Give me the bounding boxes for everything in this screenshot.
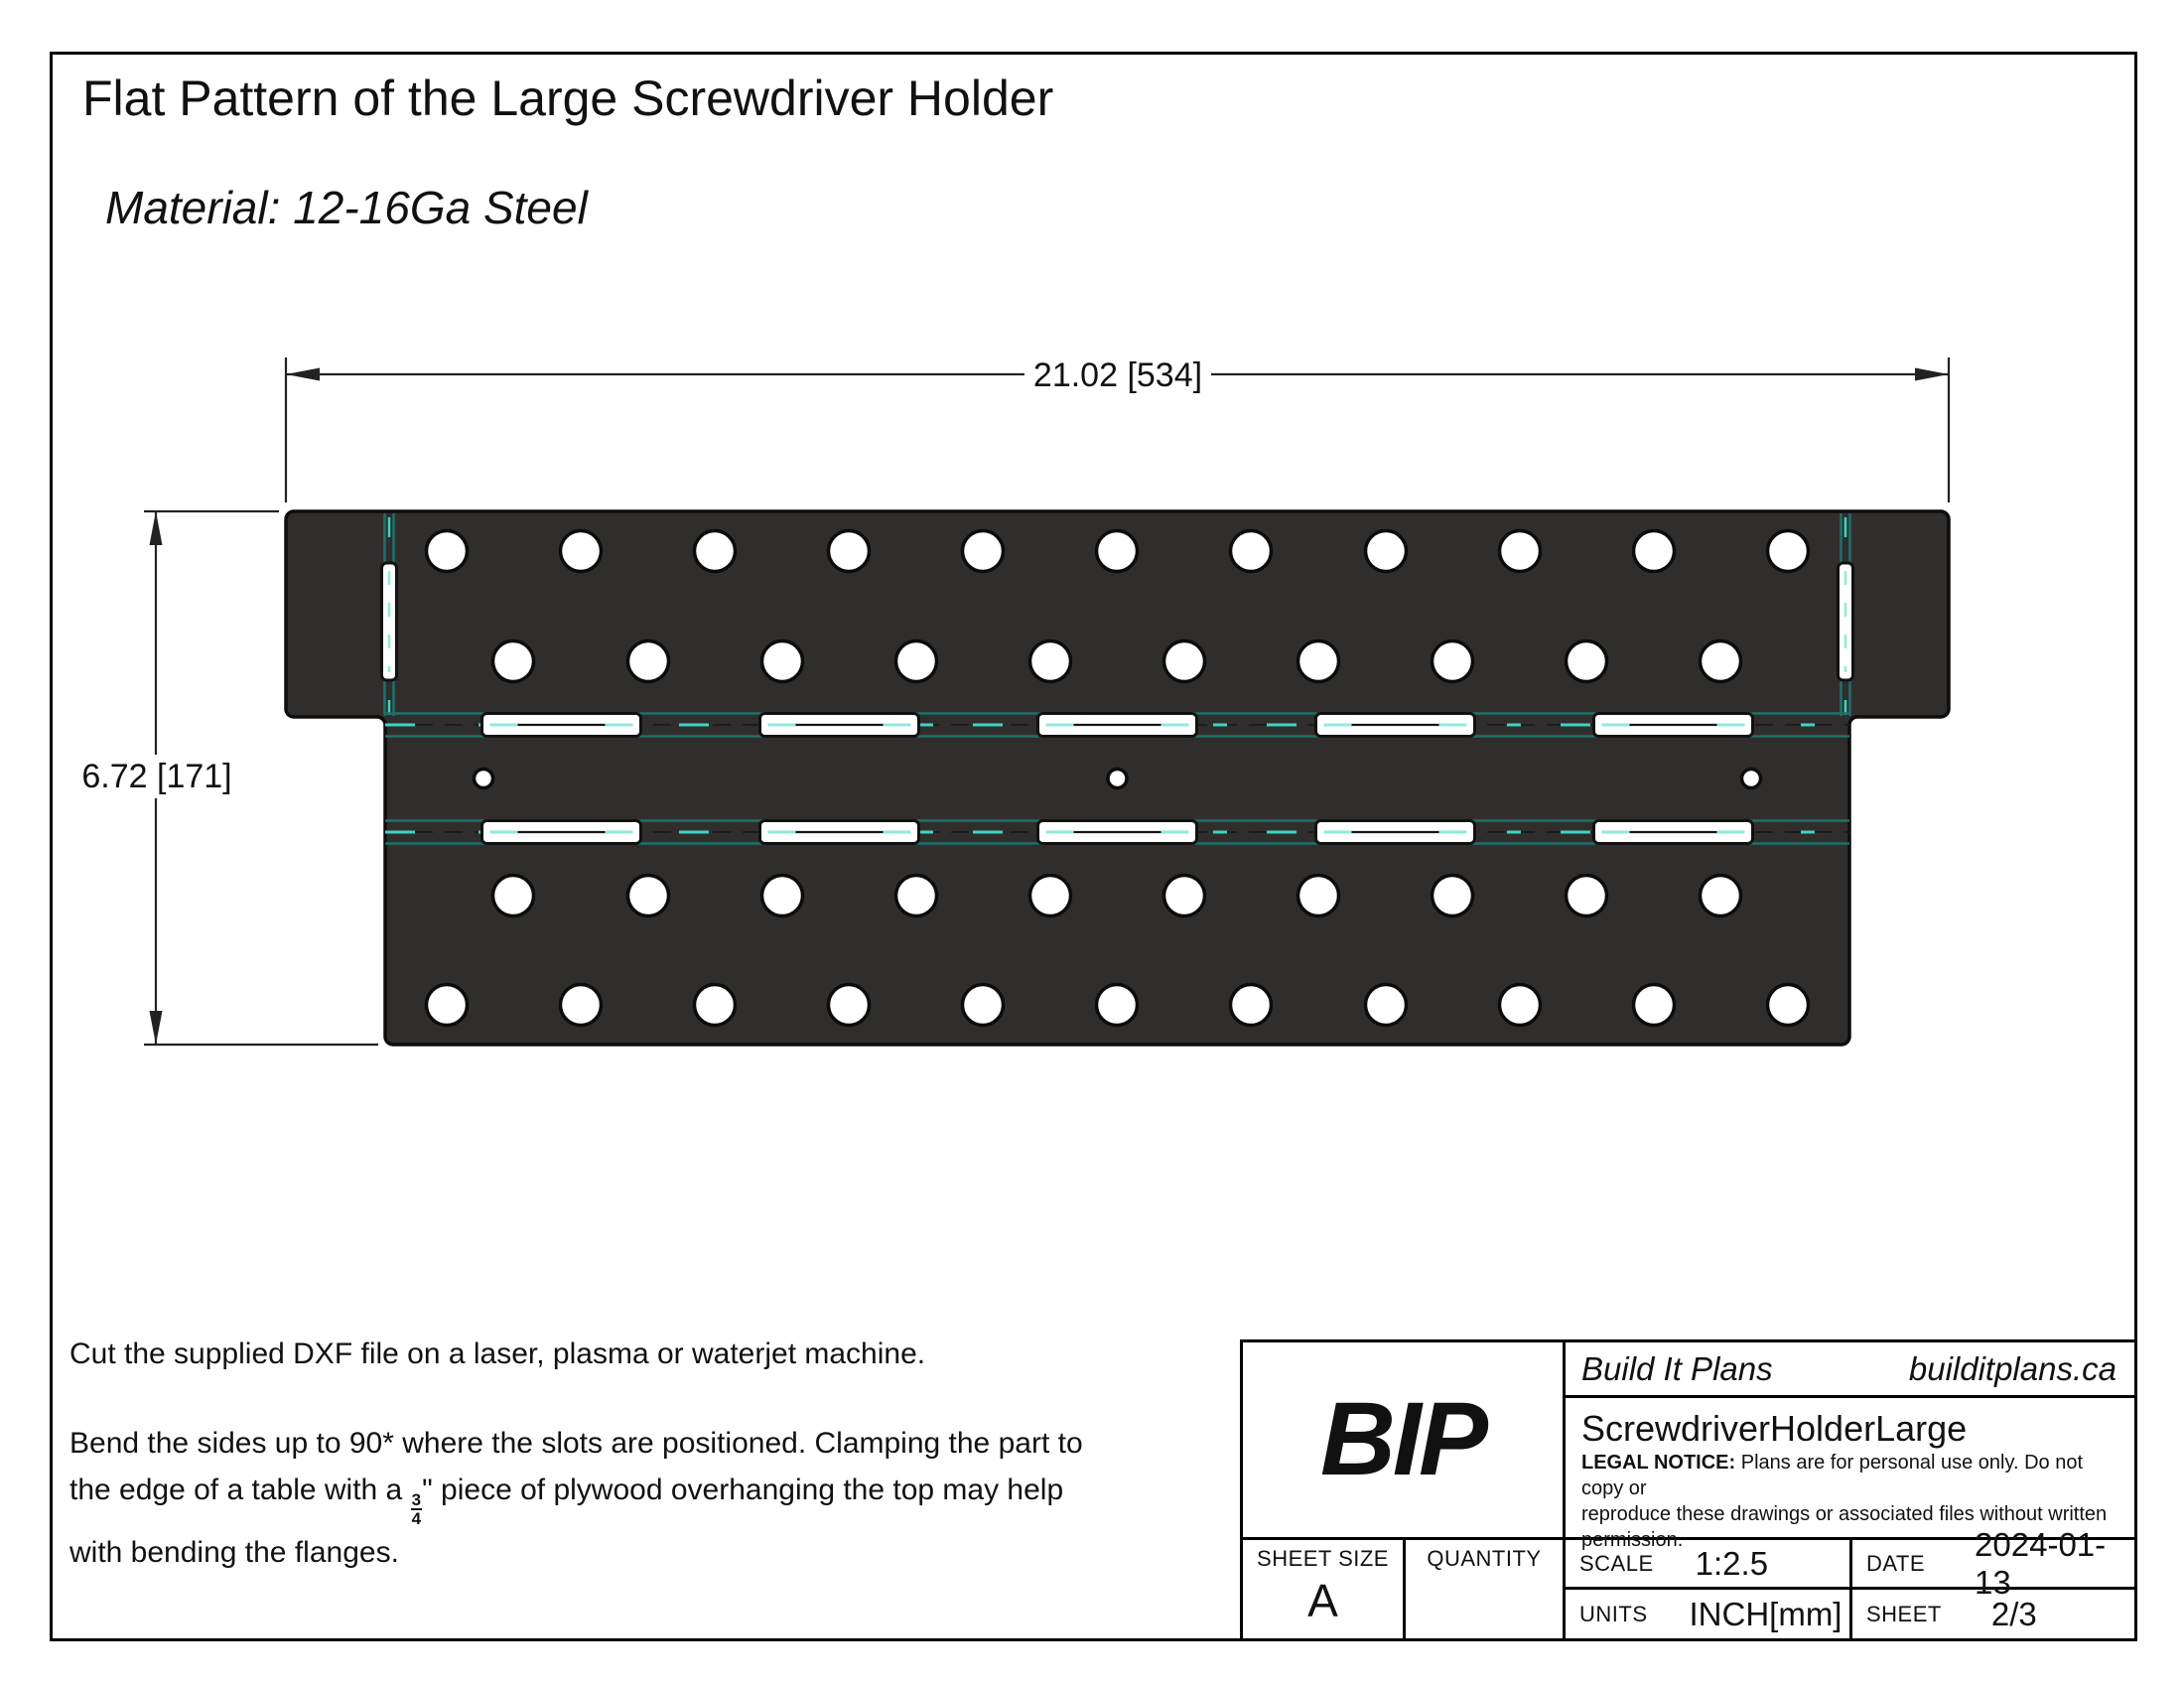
width-dimension [286,356,1949,502]
date-cell [1852,1525,2134,1601]
height-dimension-label: 6.72 [171] [81,758,232,795]
quantity-label: QUANTITY [1427,1546,1542,1571]
date-label: DATE [1866,1550,1926,1576]
company-website: builditplans.ca [1908,1349,2116,1387]
fabrication-notes [69,1331,1231,1576]
legal-notice: LEGAL NOTICE: Plans are for personal use only. Do not copy or reproduce these drawings or associated files without written permission. [1581,1452,2108,1551]
brand-row [1566,1342,2134,1398]
sheet-size-label: SHEET SIZE [1257,1546,1389,1571]
title-block [1240,1339,2137,1641]
scale-label: SCALE [1579,1550,1654,1576]
sheet-value: 2/3 [1990,1595,2037,1632]
sheet-size-value: A [1307,1575,1338,1626]
bip-logo: BIP [1319,1381,1486,1497]
sheet-size-cell [1243,1540,1406,1638]
part-name: ScrewdriverHolderLarge [1581,1408,1968,1449]
units-label: UNITS [1579,1601,1648,1626]
scale-value: 1:2.5 [1695,1544,1769,1582]
date-value: 2024-01-13 [1975,1525,2107,1601]
fraction-three-quarters: $\frac{3}{4}$ [411,1490,422,1528]
width-dimension-label: 21.02 [534] [1032,356,1203,394]
units-value: INCH[mm] [1689,1595,1843,1632]
material-note: Material: 12-16Ga Steel [105,182,588,233]
page-title: Flat Pattern of the Large Screwdriver Holder [82,70,1054,126]
scale-cell [1566,1540,1852,1590]
note-line-2: Bend the sides up to 90* where the slots are positioned. Clamping the part to [69,1427,1083,1460]
sheet-label: SHEET [1866,1601,1942,1626]
part-name-cell [1566,1398,2134,1551]
quantity-cell [1406,1540,1566,1638]
note-line-3: the edge of a table with a $\frac{3}{4}$ " piece of plywood overhanging the top may help [69,1474,1064,1528]
note-line-1: Cut the supplied DXF file on a laser, plasma or waterjet machine. [69,1337,926,1370]
note-line-4: with bending the flanges. [69,1536,399,1569]
sheet-number-cell [1852,1590,2134,1638]
units-cell [1566,1590,1852,1638]
logo-cell [1243,1342,1566,1540]
company-name: Build It Plans [1581,1349,1773,1387]
